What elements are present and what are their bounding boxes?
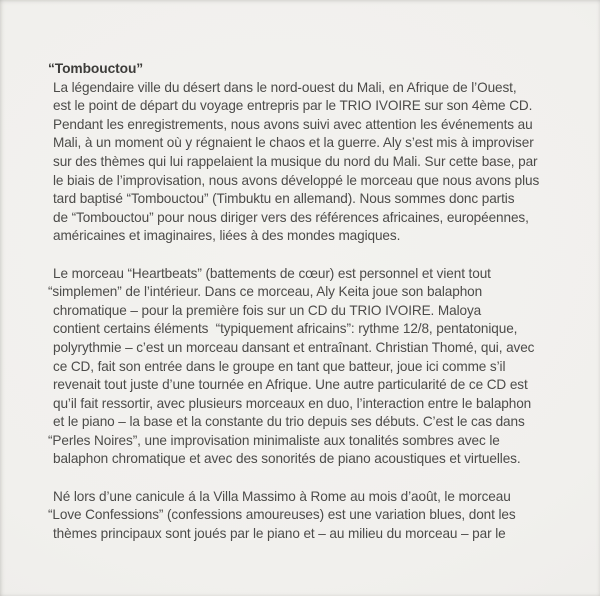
text-line: est le point de départ du voyage entrepris par le TRIO IVOIRE sur son 4ème CD. bbox=[53, 98, 533, 114]
paragraph bbox=[48, 488, 593, 544]
text-line: Mali, à un moment où y régnaient le chaos et la guerre. Aly s’est mis à improviser bbox=[53, 135, 534, 151]
text-line: Pendant les enregistrements, nous avons suivi avec attention les événements au bbox=[53, 116, 533, 132]
text-line: contient certains éléments “typiquement africains”: rythme 12/8, pentatonique, bbox=[53, 321, 518, 337]
paragraph bbox=[53, 79, 593, 246]
text-line: ce CD, fait son entrée dans le groupe en tant que batteur, joue ici comme s’il bbox=[53, 358, 506, 374]
paragraph bbox=[48, 265, 593, 470]
text-line: sur des thèmes qui lui rappelaient la musique du nord du Mali. Sur cette base, par bbox=[53, 153, 538, 169]
text-line: chromatique – pour la première fois sur un CD du TRIO IVOIRE. Maloya bbox=[53, 302, 482, 318]
text-line: “simplemen” de l’intérieur. Dans ce morceau, Aly Keita joue son balaphon bbox=[48, 284, 483, 300]
text-line: La légendaire ville du désert dans le nord-ouest du Mali, en Afrique de l’Ouest, bbox=[53, 79, 517, 95]
text-line: qu’il fait ressortir, avec plusieurs morceaux en duo, l’interaction entre le balaphon bbox=[53, 395, 532, 411]
text-line: revenait tout juste d’une tournée en Afrique. Une autre particularité de ce CD est bbox=[53, 377, 528, 393]
text-line: Né lors d’une canicule á la Villa Massimo à Rome au mois d’août, le morceau bbox=[53, 488, 511, 504]
text-line: thèmes principaux sont joués par le piano et – au milieu du morceau – par le bbox=[53, 525, 506, 541]
text-line: polyrythmie – c’est un morceau dansant et entraînant. Christian Thomé, qui, avec bbox=[53, 339, 535, 355]
text-line: balaphon chromatique et avec des sonorités de piano acoustiques et virtuelles. bbox=[53, 451, 521, 467]
text-line: Le morceau “Heartbeats” (battements de cœur) est personnel et vient tout bbox=[53, 265, 491, 281]
paragraph-container bbox=[48, 79, 593, 544]
text-line: “Love Confessions” (confessions amoureuses) est une variation blues, dont les bbox=[48, 507, 516, 523]
section-title: “Tombouctou” bbox=[48, 61, 144, 76]
text-line: “Perles Noires”, une improvisation minimaliste aux tonalités sombres avec le bbox=[48, 432, 500, 448]
text-line: le biais de l’improvisation, nous avons développé le morceau que nous avons plus bbox=[53, 172, 540, 188]
text-line: tard baptisé “Tombouctou” (Timbuktu en allemand). Nous sommes donc partis bbox=[53, 191, 515, 207]
text-line: de “Tombouctou” pour nous diriger vers des références africaines, européennes, bbox=[53, 209, 529, 225]
liner-notes-text bbox=[48, 60, 593, 543]
text-line: et le piano – la base et la constante du trio depuis ses débuts. C’est le cas dans bbox=[53, 414, 525, 430]
text-line: américaines et imaginaires, liées à des mondes magiques. bbox=[53, 228, 401, 244]
